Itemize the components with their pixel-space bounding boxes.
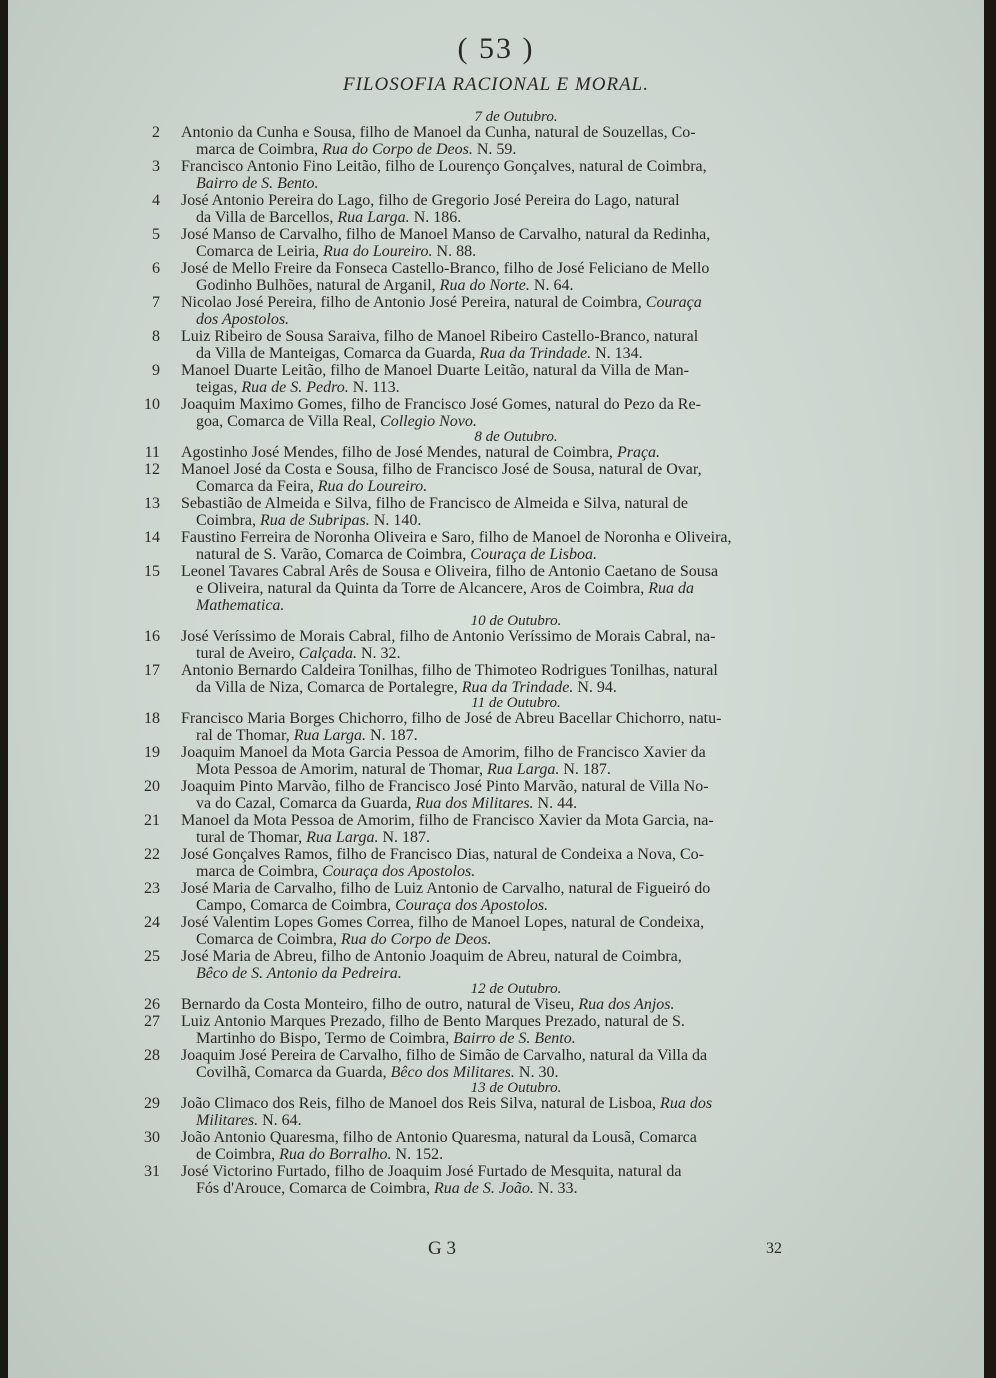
- entry-line: [181, 645, 806, 662]
- entry-number: 8: [152, 328, 160, 345]
- entry-number: 28: [144, 1047, 160, 1064]
- list-item: [8, 710, 984, 744]
- entry-number: 16: [144, 628, 160, 645]
- entry-text: [181, 328, 806, 362]
- entry-segment: da Villa de Manteigas, Comarca da Guarda,: [196, 345, 480, 362]
- entry-line: [181, 1030, 806, 1047]
- entry-line: [181, 965, 806, 982]
- entry-segment: N. 32.: [357, 645, 401, 662]
- list-item: [8, 495, 984, 529]
- date-heading: 12 de Outubro.: [470, 981, 562, 997]
- date-heading: 10 de Outubro.: [470, 613, 562, 629]
- address-text: Mathematica.: [196, 597, 285, 614]
- entry-segment: Fós d'Arouce, Comarca de Coimbra,: [196, 1180, 434, 1197]
- list-item: [8, 1047, 984, 1081]
- entry-segment: Nicolao José Pereira, filho de Antonio José Pereira, natural de Coimbra,: [181, 294, 646, 311]
- list-item: [8, 158, 984, 192]
- list-item: [8, 1129, 984, 1163]
- entry-number: 3: [152, 158, 160, 175]
- date-heading: 11 de Outubro.: [471, 695, 561, 711]
- entry-line: [181, 175, 806, 192]
- date-heading: 8 de Outubro.: [474, 429, 558, 445]
- entry-text: [181, 1095, 806, 1129]
- entry-segment: Luiz Antonio Marques Prezado, filho de Bento Marques Prezado, natural de S.: [181, 1013, 685, 1030]
- entry-line: [181, 192, 806, 209]
- list-item: [8, 1013, 984, 1047]
- entry-segment: N. 187.: [378, 829, 431, 846]
- entry-line: [181, 362, 806, 379]
- address-text: Rua Larga.: [337, 209, 410, 226]
- entry-text: [181, 1013, 806, 1047]
- entry-line: [181, 795, 806, 812]
- list-item: [8, 444, 984, 461]
- entry-segment: Mota Pessoa de Amorim, natural de Thomar,: [196, 761, 488, 778]
- entry-text: [181, 880, 806, 914]
- date-heading: 7 de Outubro.: [474, 109, 558, 125]
- entry-number: 15: [144, 563, 160, 580]
- entry-segment: N. 140.: [369, 512, 422, 529]
- entry-line: [181, 260, 806, 277]
- entry-text: [181, 744, 806, 778]
- entry-text: [181, 914, 806, 948]
- address-text: Rua Larga.: [293, 727, 367, 744]
- entry-number: 6: [152, 260, 160, 277]
- entry-line: [181, 679, 806, 696]
- entry-line: [181, 311, 806, 328]
- entry-line: [181, 444, 806, 461]
- entry-line: [181, 628, 806, 645]
- entry-segment: N. 88.: [432, 243, 477, 260]
- address-text: Calçada.: [298, 645, 357, 662]
- entry-segment: N. 187.: [366, 727, 418, 744]
- entry-segment: Godinho Bulhões, natural de Arganil,: [196, 277, 440, 294]
- entry-segment: Martinho do Bispo, Termo de Coimbra,: [196, 1030, 454, 1047]
- entry-text: [181, 362, 806, 396]
- entry-line: [181, 1112, 806, 1129]
- entry-line: [181, 931, 806, 948]
- entry-segment: José Valentim Lopes Gomes Correa, filho de Manoel Lopes, natural de Condeixa,: [181, 914, 705, 931]
- entry-segment: Antonio Bernardo Caldeira Tonilhas, filho de Thimoteo Rodrigues Tonilhas, natural: [181, 662, 718, 679]
- entry-number: 23: [144, 880, 160, 897]
- entry-text: [181, 948, 806, 982]
- entry-line: [181, 512, 806, 529]
- list-item: [8, 948, 984, 982]
- entry-line: [181, 761, 806, 778]
- entry-number: 5: [152, 226, 160, 243]
- entry-segment: Joaquim Pinto Marvão, filho de Francisco José Pinto Marvão, natural de Villa No-: [181, 778, 709, 795]
- list-item: [8, 1163, 984, 1197]
- entry-segment: N. 30.: [514, 1064, 559, 1081]
- entry-line: [181, 1146, 806, 1163]
- catchword: 32: [766, 1240, 782, 1257]
- entry-number: 17: [144, 662, 160, 679]
- entry-segment: N. 64.: [258, 1112, 302, 1129]
- entry-number: 20: [144, 778, 160, 795]
- entry-segment: Coimbra,: [196, 512, 260, 529]
- entry-number: 4: [152, 192, 160, 209]
- entry-line: [181, 141, 806, 158]
- address-text: Rua de S. João.: [433, 1180, 534, 1197]
- entry-text: [181, 158, 806, 192]
- page-number: ( 53 ): [457, 32, 535, 65]
- entry-segment: Joaquim Manoel da Mota Garcia Pessoa de Amorim, filho de Francisco Xavier da: [181, 744, 706, 761]
- entry-segment: de Coimbra,: [196, 1146, 280, 1163]
- entry-line: [181, 1180, 806, 1197]
- entry-number: 18: [144, 710, 160, 727]
- entry-line: [181, 277, 806, 294]
- entry-segment: marca de Coimbra,: [196, 863, 323, 880]
- entry-segment: Leonel Tavares Cabral Arês de Sousa e Oliveira, filho de Antonio Caetano de Sousa: [181, 563, 719, 580]
- entry-line: [181, 243, 806, 260]
- entry-line: [181, 1095, 806, 1112]
- address-text: Rua Larga.: [306, 829, 379, 846]
- address-text: Militares.: [196, 1112, 259, 1129]
- entry-line: [181, 580, 806, 597]
- address-text: Rua da Trindade.: [461, 679, 574, 696]
- entry-line: [181, 1129, 806, 1146]
- entry-text: [181, 260, 806, 294]
- entry-text: [181, 846, 806, 880]
- entry-text: [181, 294, 806, 328]
- entry-text: [181, 812, 806, 846]
- address-text: Rua da: [648, 580, 694, 597]
- entry-text: [181, 226, 806, 260]
- entry-segment: N. 44.: [533, 795, 578, 812]
- entry-number: 7: [152, 294, 160, 311]
- entry-line: [181, 413, 806, 430]
- list-item: [8, 529, 984, 563]
- entry-number: 14: [144, 529, 160, 546]
- entry-text: [181, 563, 806, 614]
- entry-number: 29: [144, 1095, 160, 1112]
- entry-line: [181, 948, 806, 965]
- entry-line: [181, 226, 806, 243]
- entry-number: 9: [152, 362, 160, 379]
- entry-line: [181, 379, 806, 396]
- entry-segment: Faustino Ferreira de Noronha Oliveira e Saro, filho de Manoel de Noronha e Oliveira,: [181, 529, 732, 546]
- entry-segment: José Veríssimo de Morais Cabral, filho de Antonio Veríssimo de Morais Cabral, na-: [181, 628, 716, 645]
- entry-line: [181, 662, 806, 679]
- list-item: [8, 846, 984, 880]
- address-text: Rua da Trindade.: [479, 345, 592, 362]
- printer-signature: G 3: [428, 1238, 456, 1259]
- entry-number: 22: [144, 846, 160, 863]
- entry-line: [181, 209, 806, 226]
- entry-text: [181, 710, 806, 744]
- address-text: Rua do Loureiro.: [317, 478, 428, 495]
- entry-line: [181, 546, 806, 563]
- entry-line: [181, 529, 806, 546]
- list-item: [8, 226, 984, 260]
- entry-line: [181, 461, 806, 478]
- entry-text: [181, 529, 806, 563]
- entry-line: [181, 812, 806, 829]
- address-text: Rua do Corpo de Deos.: [322, 141, 473, 158]
- entry-line: [181, 478, 806, 495]
- entry-segment: Comarca de Coimbra,: [196, 931, 341, 948]
- address-text: Bêco de S. Antonio da Pedreira.: [196, 965, 402, 982]
- list-item: [8, 260, 984, 294]
- entry-line: [181, 495, 806, 512]
- entry-number: 12: [144, 461, 160, 478]
- entry-line: [181, 1163, 806, 1180]
- entry-number: 27: [144, 1013, 160, 1030]
- entry-line: [181, 897, 806, 914]
- entry-text: [181, 124, 806, 158]
- entry-number: 2: [152, 124, 160, 141]
- entry-line: [181, 778, 806, 795]
- entry-line: [181, 345, 806, 362]
- entry-segment: Manoel da Mota Pessoa de Amorim, filho de Francisco Xavier da Mota Garcia, na-: [181, 812, 714, 829]
- entry-text: [181, 662, 806, 696]
- entry-number: 26: [144, 996, 160, 1013]
- entry-segment: N. 64.: [529, 277, 574, 294]
- address-text: Collegio Novo.: [380, 413, 477, 430]
- entry-line: [181, 744, 806, 761]
- entry-segment: marca de Coimbra,: [196, 141, 323, 158]
- entry-segment: Bernardo da Costa Monteiro, filho de outro, natural de Viseu,: [181, 996, 579, 1013]
- entry-segment: N. 186.: [409, 209, 462, 226]
- entry-segment: Francisco Antonio Fino Leitão, filho de Lourenço Gonçalves, natural de Coimbra,: [181, 158, 707, 175]
- address-text: Rua do Borralho.: [279, 1146, 392, 1163]
- entry-segment: Sebastião de Almeida e Silva, filho de Francisco de Almeida e Silva, natural de: [181, 495, 688, 512]
- entry-line: [181, 328, 806, 345]
- entry-segment: Manoel José da Costa e Sousa, filho de Francisco José de Sousa, natural de Ovar,: [181, 461, 702, 478]
- address-text: Rua do Norte.: [439, 277, 530, 294]
- list-item: [8, 563, 984, 614]
- entry-segment: goa, Comarca de Villa Real,: [196, 413, 381, 430]
- entry-line: [181, 710, 806, 727]
- entry-segment: João Climaco dos Reis, filho de Manoel dos Reis Silva, natural de Lisboa,: [181, 1095, 661, 1112]
- entry-line: [181, 727, 806, 744]
- entry-line: [181, 158, 806, 175]
- entry-text: [181, 1163, 806, 1197]
- entry-text: [181, 192, 806, 226]
- address-text: Rua dos: [660, 1095, 713, 1112]
- address-text: Rua do Corpo de Deos.: [340, 931, 492, 948]
- address-text: Rua Larga.: [487, 761, 560, 778]
- entry-line: [181, 294, 806, 311]
- entry-segment: Campo, Comarca de Coimbra,: [196, 897, 396, 914]
- entry-segment: N. 113.: [348, 379, 400, 396]
- date-heading: 13 de Outubro.: [470, 1080, 562, 1096]
- section-title: FILOSOFIA RACIONAL E MORAL.: [342, 74, 649, 95]
- entry-segment: N. 33.: [533, 1180, 578, 1197]
- entry-line: [181, 597, 806, 614]
- entry-segment: N. 59.: [472, 141, 517, 158]
- list-item: [8, 744, 984, 778]
- list-item: [8, 778, 984, 812]
- book-page: [8, 0, 984, 1378]
- entry-segment: N. 187.: [559, 761, 611, 778]
- list-item: [8, 628, 984, 662]
- list-item: [8, 914, 984, 948]
- entry-text: [181, 1047, 806, 1081]
- entry-segment: Joaquim Maximo Gomes, filho de Francisco José Gomes, natural do Pezo da Re-: [181, 396, 701, 413]
- address-text: Bairro de S. Bento.: [453, 1030, 576, 1047]
- list-item: [8, 294, 984, 328]
- entry-line: [181, 1013, 806, 1030]
- entry-segment: natural de S. Varão, Comarca de Coimbra,: [196, 546, 471, 563]
- entry-segment: José Victorino Furtado, filho de Joaquim José Furtado de Mesquita, natural da: [181, 1163, 682, 1180]
- entry-segment: Agostinho José Mendes, filho de José Mendes, natural de Coimbra,: [181, 444, 617, 461]
- address-text: Couraça dos Apostolos.: [395, 897, 549, 914]
- list-item: [8, 880, 984, 914]
- entry-segment: N. 152.: [391, 1146, 444, 1163]
- entry-line: [181, 880, 806, 897]
- list-item: [8, 996, 984, 1013]
- address-text: Bêco dos Militares.: [390, 1064, 515, 1081]
- entry-line: [181, 863, 806, 880]
- entry-segment: Francisco Maria Borges Chichorro, filho de José de Abreu Bacellar Chichorro, natu-: [181, 710, 722, 727]
- entry-segment: va do Cazal, Comarca da Guarda,: [196, 795, 416, 812]
- entry-text: [181, 461, 806, 495]
- entry-text: [181, 778, 806, 812]
- list-item: [8, 1095, 984, 1129]
- entry-line: [181, 846, 806, 863]
- address-text: dos Apostolos.: [196, 311, 290, 328]
- entry-segment: Comarca da Feira,: [196, 478, 318, 495]
- address-text: Rua de Subripas.: [260, 512, 370, 529]
- entry-number: 31: [144, 1163, 160, 1180]
- address-text: Rua dos Militares.: [415, 795, 534, 812]
- entry-segment: tural de Aveiro,: [196, 645, 299, 662]
- entry-segment: José Gonçalves Ramos, filho de Francisco Dias, natural de Condeixa a Nova, Co-: [181, 846, 704, 863]
- address-text: Couraça de Lisboa.: [470, 546, 597, 563]
- entry-segment: Antonio da Cunha e Sousa, filho de Manoel da Cunha, natural de Souzellas, Co-: [181, 124, 696, 141]
- entry-number: 21: [144, 812, 160, 829]
- entry-line: [181, 1047, 806, 1064]
- entry-segment: da Villa de Barcellos,: [196, 209, 338, 226]
- entry-segment: N. 134.: [591, 345, 643, 362]
- address-text: Couraça: [645, 294, 702, 311]
- entry-line: [181, 124, 806, 141]
- entry-segment: José Maria de Abreu, filho de Antonio Joaquim de Abreu, natural de Coimbra,: [181, 948, 682, 965]
- entry-number: 19: [144, 744, 160, 761]
- entry-segment: e Oliveira, natural da Quinta da Torre de Alcancere, Aros de Coimbra,: [196, 580, 649, 597]
- entry-number: 25: [144, 948, 160, 965]
- entry-segment: Joaquim José Pereira de Carvalho, filho de Simão de Carvalho, natural da Villa da: [181, 1047, 708, 1064]
- entry-line: [181, 996, 806, 1013]
- entry-segment: teigas,: [196, 379, 242, 396]
- list-item: [8, 362, 984, 396]
- list-item: [8, 396, 984, 430]
- entry-segment: José Maria de Carvalho, filho de Luiz Antonio de Carvalho, natural de Figueiró do: [181, 880, 711, 897]
- entry-segment: João Antonio Quaresma, filho de Antonio Quaresma, natural da Lousã, Comarca: [181, 1129, 697, 1146]
- entry-number: 30: [144, 1129, 160, 1146]
- entry-text: [181, 396, 806, 430]
- entry-segment: Luiz Ribeiro de Sousa Saraiva, filho de Manoel Ribeiro Castello-Branco, natural: [181, 328, 699, 345]
- entry-segment: N. 94.: [573, 679, 617, 696]
- entry-segment: José Antonio Pereira do Lago, filho de Gregorio José Pereira do Lago, natural: [181, 192, 680, 209]
- entry-list: [8, 110, 984, 1197]
- address-text: Bairro de S. Bento.: [196, 175, 319, 192]
- entry-segment: Covilhã, Comarca da Guarda,: [196, 1064, 391, 1081]
- entry-number: 24: [144, 914, 160, 931]
- entry-segment: José Manso de Carvalho, filho de Manoel Manso de Carvalho, natural da Redinha,: [181, 226, 711, 243]
- list-item: [8, 192, 984, 226]
- entry-text: [181, 996, 806, 1013]
- address-text: Rua do Loureiro.: [323, 243, 433, 260]
- entry-text: [181, 444, 806, 461]
- entry-number: 11: [144, 444, 160, 461]
- list-item: [8, 812, 984, 846]
- list-item: [8, 461, 984, 495]
- address-text: Praça.: [616, 444, 661, 461]
- entry-segment: Manoel Duarte Leitão, filho de Manoel Duarte Leitão, natural da Villa de Man-: [181, 362, 689, 379]
- entry-line: [181, 396, 806, 413]
- entry-line: [181, 563, 806, 580]
- entry-line: [181, 914, 806, 931]
- entry-number: 13: [144, 495, 160, 512]
- entry-text: [181, 495, 806, 529]
- entry-line: [181, 829, 806, 846]
- entry-segment: Comarca de Leiria,: [196, 243, 324, 260]
- address-text: Rua de S. Pedro.: [241, 379, 349, 396]
- entry-segment: José de Mello Freire da Fonseca Castello-Branco, filho de José Feliciano de Mello: [181, 260, 710, 277]
- list-item: [8, 328, 984, 362]
- entry-text: [181, 628, 806, 662]
- entry-line: [181, 1064, 806, 1081]
- entry-segment: tural de Thomar,: [196, 829, 307, 846]
- list-item: [8, 662, 984, 696]
- address-text: Couraça dos Apostolos.: [322, 863, 476, 880]
- address-text: Rua dos Anjos.: [578, 996, 675, 1013]
- list-item: [8, 124, 984, 158]
- entry-text: [181, 1129, 806, 1163]
- entry-segment: da Villa de Niza, Comarca de Portalegre,: [196, 679, 462, 696]
- entry-number: 10: [144, 396, 160, 413]
- entry-segment: ral de Thomar,: [196, 727, 294, 744]
